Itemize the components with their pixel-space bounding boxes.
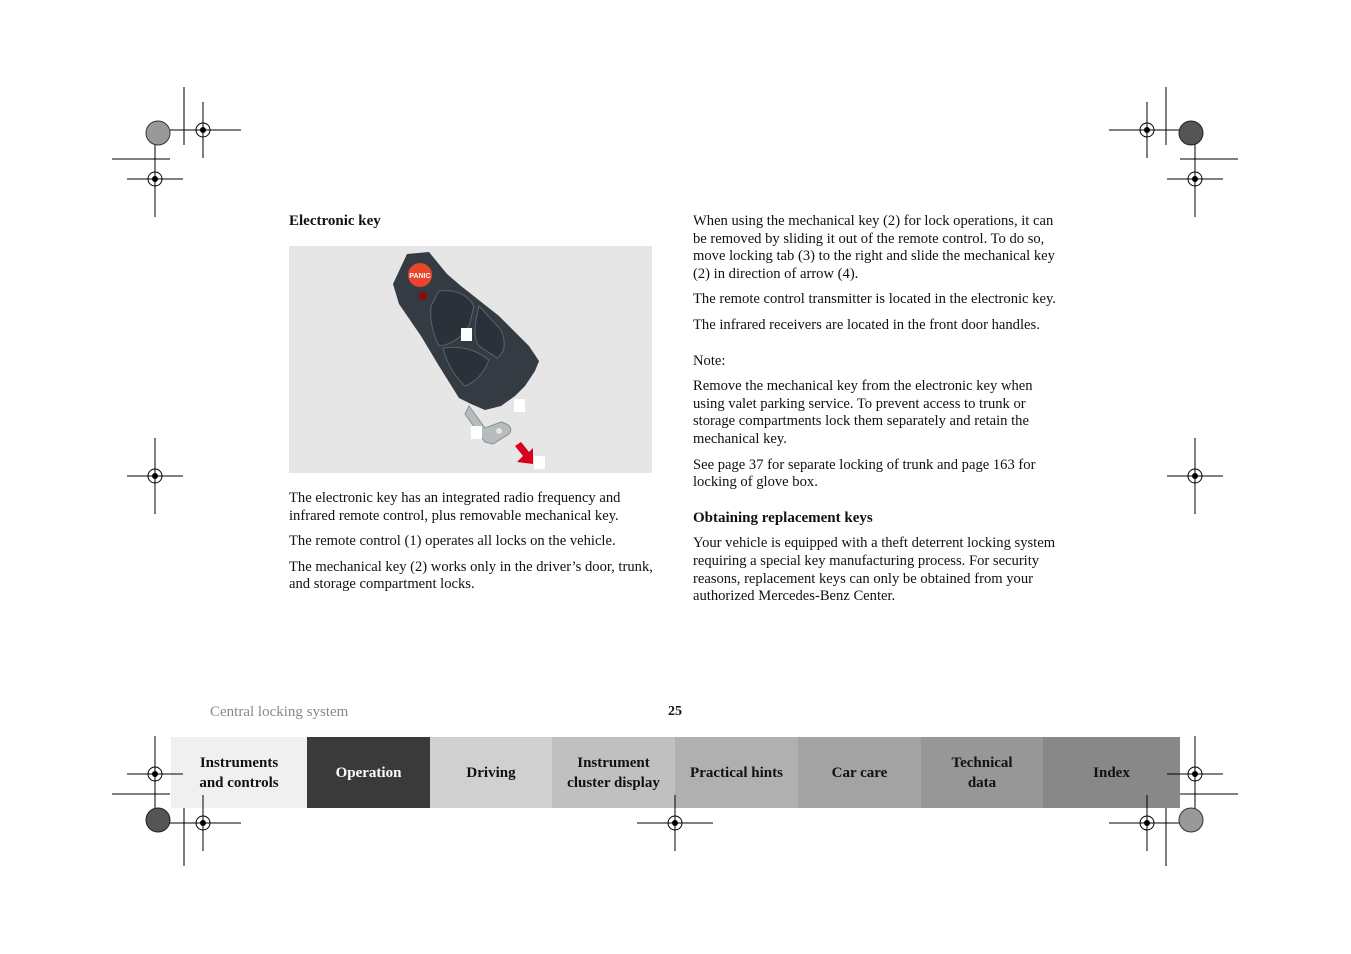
section-heading: Electronic key — [289, 213, 381, 229]
paragraph: The infrared receivers are located in the front door handles. — [693, 316, 1040, 333]
paragraph: The electronic key has an integrated radio frequency and infrared remote control, plus removable mechanical key. — [289, 490, 621, 524]
left-column-text — [289, 490, 659, 602]
tab-index[interactable] — [1043, 737, 1180, 808]
tab-instrument-cluster-display[interactable] — [552, 737, 675, 808]
tab-operation[interactable] — [307, 737, 430, 808]
tab-label: Driving — [466, 764, 516, 781]
callout-1 — [461, 328, 472, 341]
paragraph: The remote control (1) operates all locks on the vehicle. — [289, 533, 616, 550]
paragraph: The mechanical key (2) works only in the driver’s door, trunk, and storage compartment locks. — [289, 558, 653, 593]
chapter-tabs — [171, 737, 1180, 808]
tab-label: Car care — [831, 764, 888, 781]
paragraph: Remove the mechanical key from the electronic key when using valet parking service. To prevent access to trunk or storage compartments lock them separately and retain the mechanical key. — [693, 378, 1033, 447]
electronic-key-illustration — [289, 246, 652, 473]
paragraph: See page 37 for separate locking of trunk and page 163 for locking of glove box. — [693, 456, 1036, 491]
tab-instruments-and-controls[interactable] — [171, 737, 307, 808]
tab-label: Operation — [335, 764, 402, 781]
right-column-text — [693, 213, 1065, 614]
paragraph: Your vehicle is equipped with a theft deterrent locking system requiring a special key manufacturing process. For security reasons, replacement keys can only be obtained from your authorized Mercedes-Benz Center. — [693, 535, 1056, 605]
tab-technical-data[interactable] — [921, 737, 1043, 808]
callout-4 — [534, 456, 545, 469]
tab-practical-hints[interactable] — [675, 737, 798, 808]
tab-driving[interactable] — [430, 737, 552, 808]
tab-label: Instrument cluster display — [567, 754, 660, 791]
page-number: 25 — [668, 704, 682, 719]
tab-label: Technical data — [951, 754, 1013, 791]
tab-label: Index — [1093, 764, 1130, 781]
paragraph: The remote control transmitter is located in the electronic key. — [693, 291, 1056, 308]
panic-button-label: PANIC — [409, 273, 431, 280]
subheading: Obtaining replacement keys — [693, 509, 873, 526]
callout-2 — [471, 426, 482, 439]
tab-car-care[interactable] — [798, 737, 921, 808]
callout-3 — [514, 399, 525, 412]
tab-label: Instruments and controls — [199, 754, 279, 791]
footer-section-title: Central locking system — [210, 704, 349, 720]
tab-label: Practical hints — [690, 764, 783, 781]
note-label: Note: — [693, 352, 726, 369]
paragraph: When using the mechanical key (2) for lock operations, it can be removed by sliding it out of the remote control. To do so, move locking tab (3) to the right and slide the mechanical key (2) in direction of arrow (4). — [693, 213, 1055, 282]
